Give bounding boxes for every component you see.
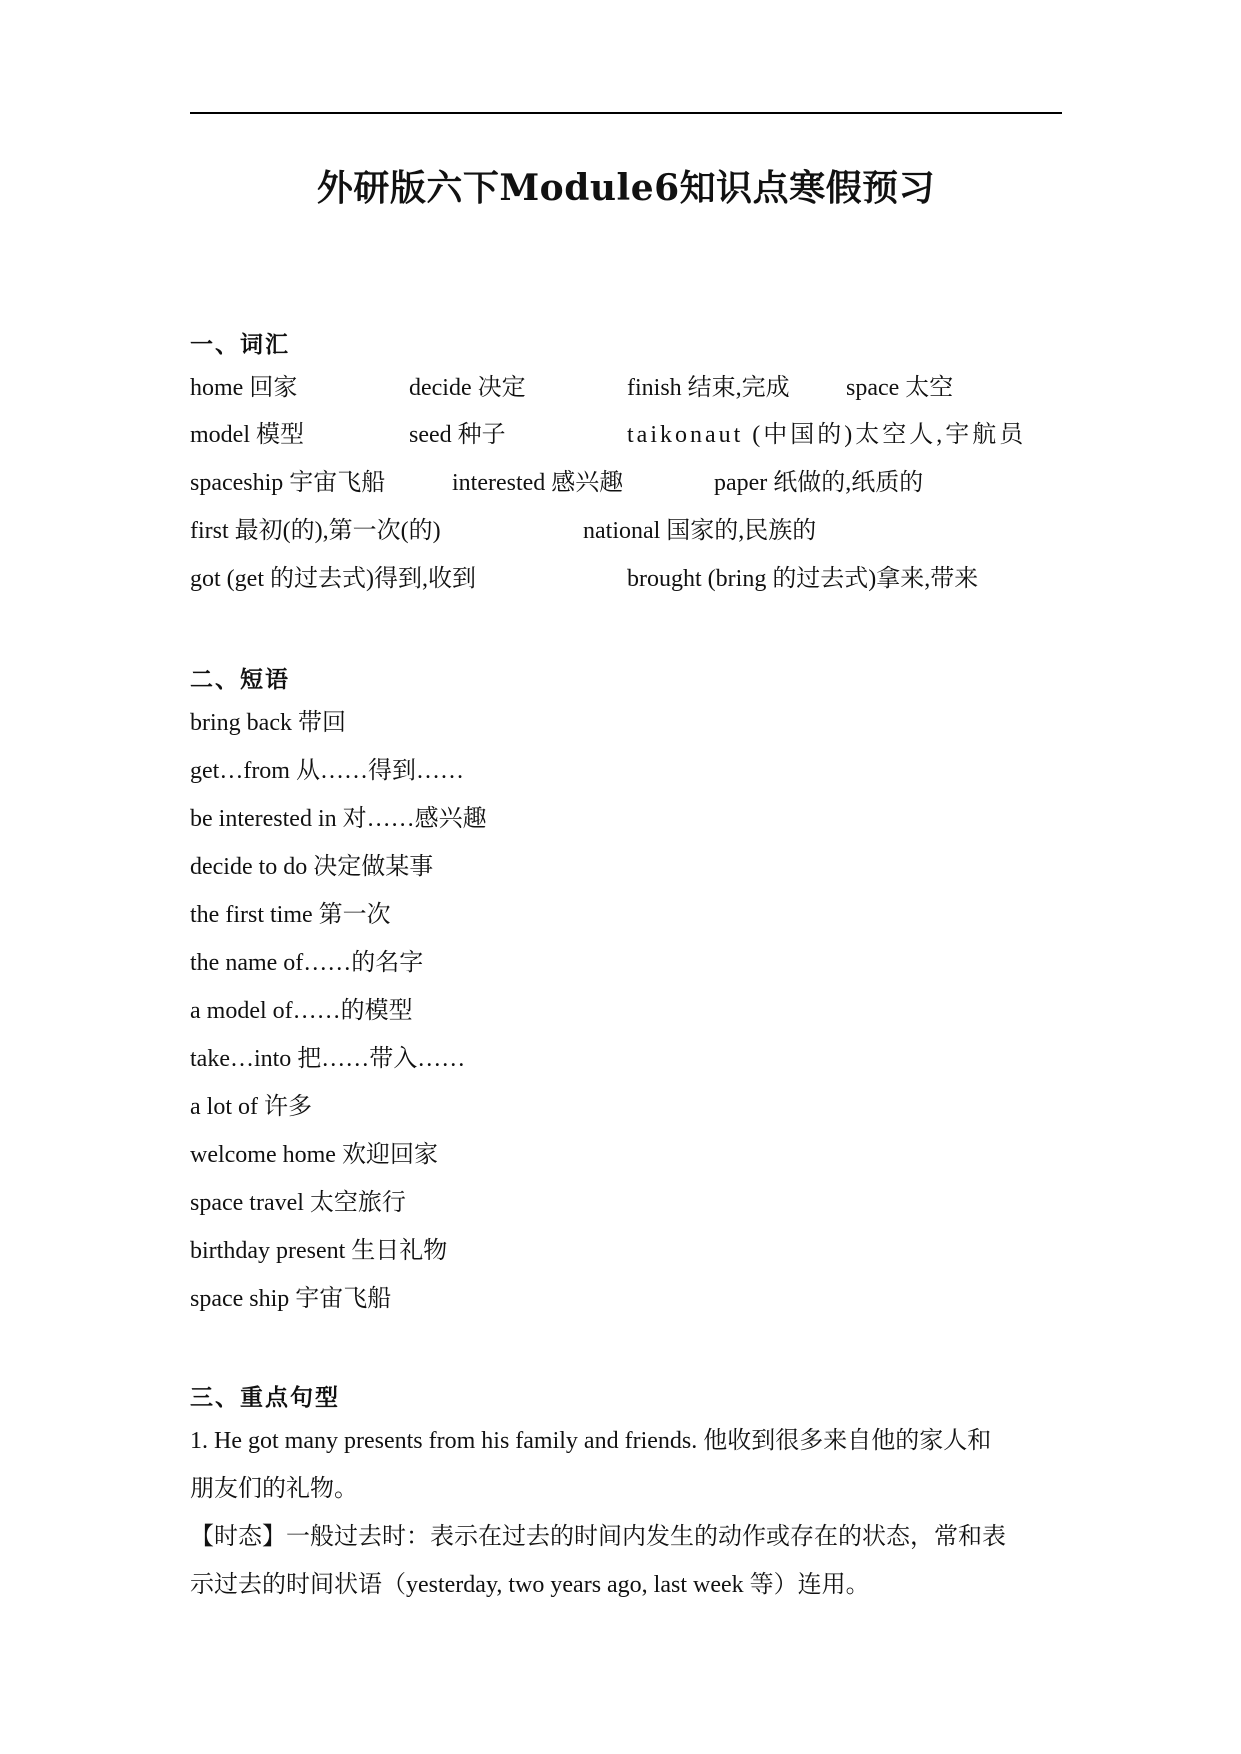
tense-note-line: 示过去的时间状语（yesterday, two years ago, last week 等）连用。 — [190, 1572, 870, 1598]
vocab-item: brought (bring 的过去式)拿来,带来 — [627, 566, 979, 592]
vocab-item: home 回家 — [190, 375, 298, 401]
vocab-item: paper 纸做的,纸质的 — [714, 470, 924, 496]
header-rule — [190, 112, 1062, 114]
vocab-item: taikonaut (中国的)太空人,宇航员 — [627, 422, 1027, 448]
phrase-item: birthday present 生日礼物 — [190, 1238, 448, 1264]
vocab-item: decide 决定 — [409, 375, 526, 401]
phrase-item: space travel 太空旅行 — [190, 1190, 406, 1216]
phrase-item: a lot of 许多 — [190, 1094, 312, 1120]
vocab-item: spaceship 宇宙飞船 — [190, 470, 386, 496]
phrase-item: bring back 带回 — [190, 710, 346, 736]
sentence-line: 1. He got many presents from his family and friends. 他收到很多来自他的家人和 — [190, 1428, 992, 1454]
vocab-item: interested 感兴趣 — [452, 470, 624, 496]
phrase-item: get…from 从……得到…… — [190, 758, 464, 784]
phrase-item: space ship 宇宙飞船 — [190, 1286, 392, 1312]
vocab-item: space 太空 — [846, 375, 954, 401]
phrase-item: the name of……的名字 — [190, 950, 424, 976]
vocab-item: model 模型 — [190, 422, 304, 448]
page-title: 外研版六下Module6知识点寒假预习 — [316, 167, 936, 209]
sentence-line: 朋友们的礼物。 — [190, 1476, 358, 1502]
section-heading-sentences: 三、重点句型 — [190, 1384, 340, 1411]
vocab-item: finish 结束,完成 — [627, 375, 790, 401]
vocab-item: seed 种子 — [409, 422, 506, 448]
phrase-item: the first time 第一次 — [190, 902, 391, 928]
section-heading-vocab: 一、词汇 — [190, 331, 290, 358]
phrase-item: take…into 把……带入…… — [190, 1046, 466, 1072]
phrase-item: be interested in 对……感兴趣 — [190, 806, 487, 832]
vocab-item: national 国家的,民族的 — [583, 518, 817, 544]
vocab-item: first 最初(的),第一次(的) — [190, 518, 441, 544]
phrase-item: decide to do 决定做某事 — [190, 854, 434, 880]
tense-note-line: 【时态】一般过去时：表示在过去的时间内发生的动作或存在的状态，常和表 — [190, 1524, 1006, 1550]
phrase-item: welcome home 欢迎回家 — [190, 1142, 438, 1168]
phrase-item: a model of……的模型 — [190, 998, 413, 1024]
vocab-item: got (get 的过去式)得到,收到 — [190, 566, 476, 592]
section-heading-phrases: 二、短语 — [190, 666, 290, 693]
